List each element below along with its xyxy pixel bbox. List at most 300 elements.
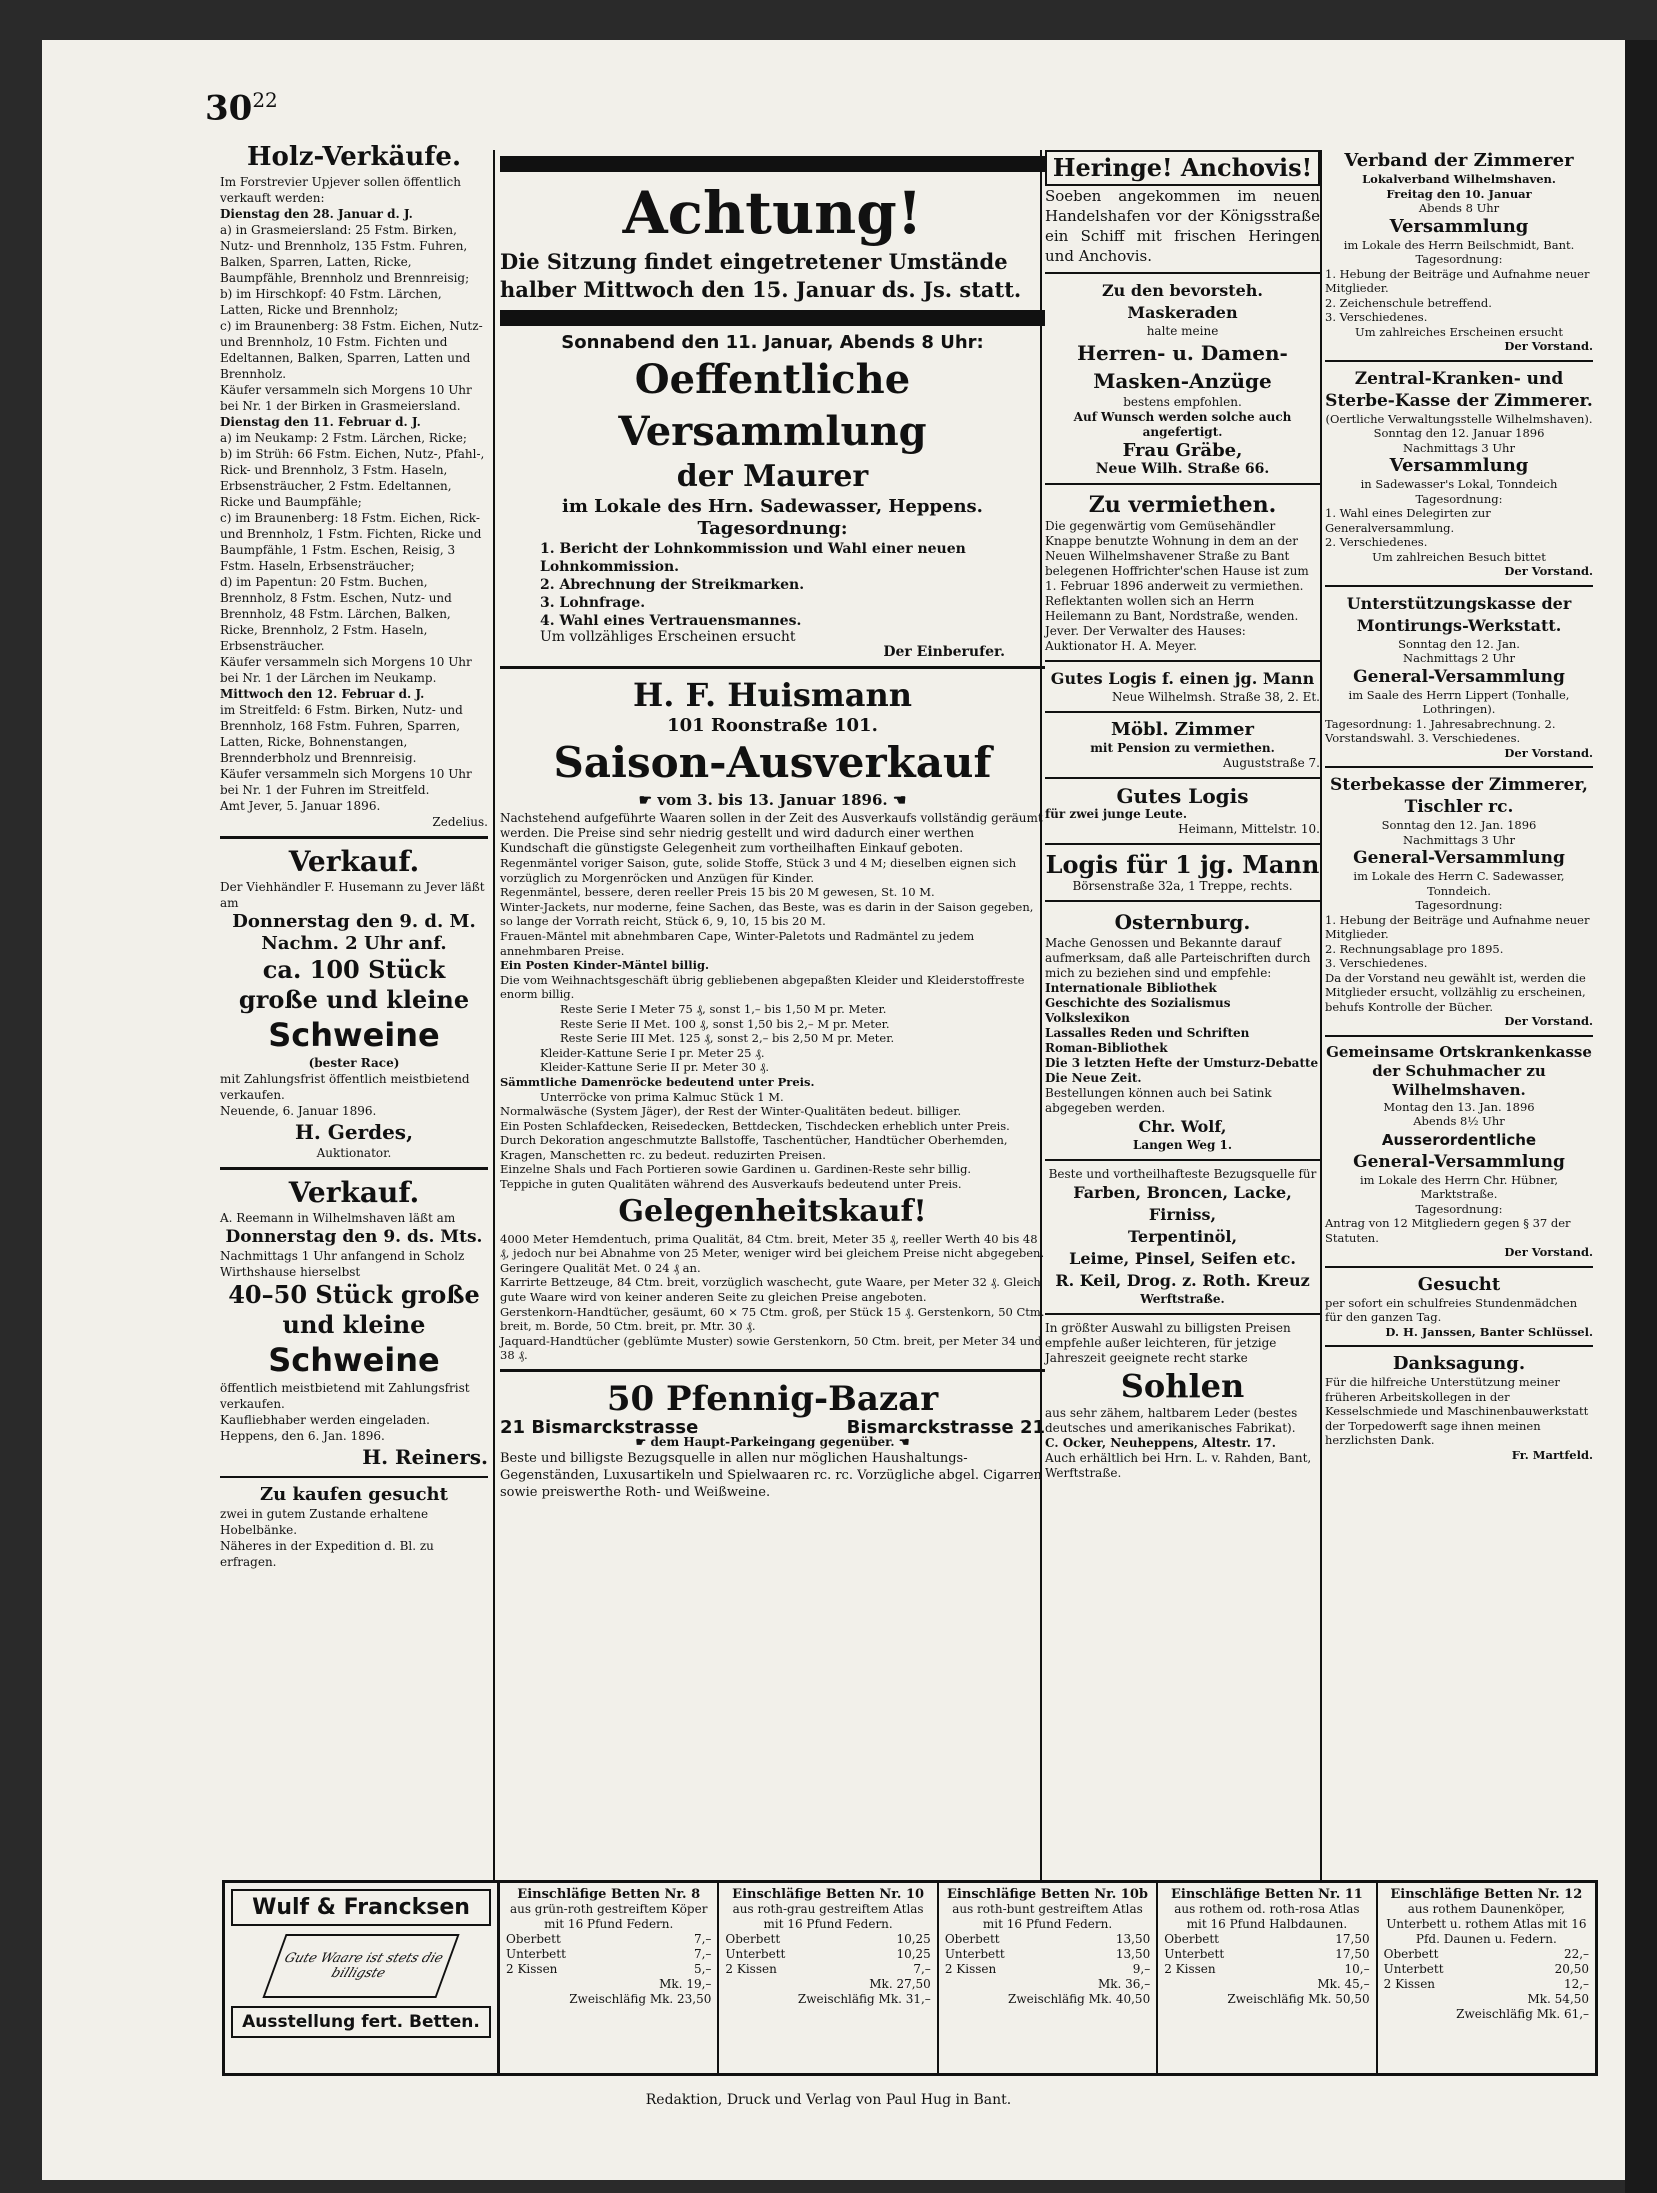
health-fund-request: Um zahlreichen Besuch bittet (1372, 549, 1546, 564)
beds-double: Zweischläfig Mk. 61,– (1456, 2007, 1590, 2021)
sale-1-animal: Schweine (268, 1016, 440, 1054)
sale-line: Kleider-Kattune Serie II pr. Meter 30 ₰. (540, 1060, 770, 1075)
column-4 (1325, 150, 1593, 1462)
page-number (205, 88, 278, 128)
sale-line: Durch Dekoration angeschmutzte Ballstoffe, Taschentücher, Handtücher Oberhemden, Kragen, Manschetten rc. zu bedeut. reduzirten Preisen. (500, 1133, 1008, 1162)
page-number-value: 30 (205, 88, 253, 129)
beds-row-price: 12,– (1563, 1977, 1590, 1991)
sale-line: Sämmtliche Damenröcke bedeutend unter Preis. (500, 1074, 815, 1089)
osternburg-book: Die Neue Zeit. (1045, 1071, 1142, 1085)
wood-sale-meet: Käufer versammeln sich Morgens 10 Uhr bei Nr. 1 der Fuhren im Streitfeld. (220, 767, 472, 797)
carpenters-agenda: 3. Verschiedenes. (1325, 310, 1428, 324)
beds-logo-caption: Ausstellung fert. Betten. (231, 2006, 491, 2038)
beds-row (506, 1962, 711, 1977)
beds-column (1378, 1883, 1595, 2073)
pointing-hand-icon: ☛ (635, 1435, 651, 1449)
support-fund-meeting: General-Versammlung (1353, 666, 1565, 687)
sale-1-count: ca. 100 Stück große und kleine (238, 955, 470, 1014)
divider (1325, 585, 1593, 587)
divider (1045, 660, 1320, 662)
beds-row-price: 10,– (1344, 1962, 1370, 1976)
shop-address: 101 Roonstraße 101. (667, 715, 878, 736)
column-1 (220, 140, 488, 1570)
death-fund-location: im Lokale des Herrn C. Sadewasser, Tonndeich. (1353, 869, 1565, 898)
agenda-item: 3. Lohnfrage. (540, 595, 646, 611)
shoemakers-time: Abends 8½ Uhr (1413, 1114, 1505, 1128)
sale-line: Ein Posten Kinder-Mäntel billig. (500, 958, 709, 973)
soles-text: aus sehr zähem, haltbarem Leder (bestes deutsches und amerikanisches Fabrikat). (1045, 1406, 1298, 1435)
bargain-line: 4000 Meter Hemdentuch, prima Qualität, 84 Ctm. breit, Meter 35 ₰, reeller Werth 40 bis 48 ₰, jedoch nur bei Abnahme von 25 Meter, weniger wird bei gleichem Preise nicht abgegeben. Geringere Qualität Met. 0 24 ₰ an. (500, 1231, 1045, 1275)
beds-row (1164, 1947, 1369, 1962)
beds-row-price: 17,50 (1335, 1947, 1370, 1961)
beds-desc: aus roth-grau gestreiftem Atlas mit 16 Pfund Federn. (732, 1902, 924, 1931)
beds-row (945, 1962, 1150, 1977)
wood-sale-item: c) im Braunenberg: 38 Fstm. Eichen, Nutz- und Brennholz, 10 Fstm. Fichten und Edeltannen, Balken, Sparren, Latten und Brennholz. (220, 319, 483, 381)
beds-row-label: Oberbett (506, 1932, 561, 1946)
divider (1045, 1159, 1320, 1161)
beds-row-label: Oberbett (725, 1932, 781, 1946)
sale-line: Unterröcke von prima Kalmuc Stück 1 M. (540, 1089, 784, 1104)
beds-row-price: 10,25 (896, 1947, 931, 1961)
wood-sale-intro: Im Forstrevier Upjever sollen öffentlich verkauft werden: (220, 175, 461, 205)
beds-title: Einschläfige Betten Nr. 10 (732, 1887, 925, 1902)
support-fund-agenda: Tagesordnung: 1. Jahresabrechnung. 2. Vorstandswahl. 3. Verschiedenes. (1325, 716, 1556, 745)
mask-title: Zu den bevorsteh. Maskeraden (1102, 281, 1263, 322)
osternburg-orders: Bestellungen können auch bei Satink abgegeben werden. (1045, 1086, 1272, 1115)
osternburg-book: Lassalles Reden und Schriften (1045, 1026, 1250, 1040)
beds-advert (222, 1880, 1598, 2076)
support-fund-time: Nachmittags 2 Uhr (1403, 651, 1515, 665)
support-fund-location: im Saale des Herrn Lippert (Tonhalle, Lothringen). (1348, 687, 1570, 716)
carpenters-title: Verband der Zimmerer (1344, 150, 1574, 171)
column-3 (1045, 150, 1320, 1481)
osternburg-book: Geschichte des Sozialismus (1045, 996, 1231, 1010)
wood-sale-item: a) in Grasmeiersland: 25 Fstm. Birken, Nutz- und Brennholz, 135 Fstm. Fuhren, Balken, Sparren, Latten, Ricke, Baumpfähle, Brennholz und Brennreisig; (220, 223, 470, 285)
sale-dates-text: vom 3. bis 13. Januar 1896. (657, 791, 888, 809)
beds-row-label: Unterbett (725, 1947, 786, 1961)
wood-sale-item: a) im Neukamp: 2 Fstm. Lärchen, Ricke; (220, 431, 467, 445)
osternburg-text: Mache Genossen und Bekannte darauf aufmerksam, daß alle Parteischriften durch mich zu beziehen sind und empfehle: (1045, 936, 1311, 980)
divider (1045, 843, 1320, 845)
page-number-mark: 22 (252, 88, 278, 112)
mask-order: Auf Wunsch werden solche auch angefertigt. (1073, 410, 1292, 439)
sale-2-place: Heppens, den 6. Jan. 1896. (220, 1429, 385, 1443)
divider (1325, 1035, 1593, 1037)
beds-row (945, 1947, 1150, 1962)
beds-desc: aus grün-roth gestreiftem Köper mit 16 Pfund Federn. (509, 1902, 708, 1931)
herring-text: Soeben angekommen im neuen Handelshafen vor der Königsstraße ein Schiff mit frischen Heringen und Anchovis. (1045, 187, 1320, 265)
beds-row-label: Oberbett (1383, 1947, 1439, 1961)
lodging-2-title: Gutes Logis (1116, 784, 1249, 808)
beds-row-price: 17,50 (1335, 1932, 1370, 1946)
sale-2-date: Donnerstag den 9. ds. Mts. (225, 1227, 483, 1247)
beds-row (1164, 1962, 1369, 1977)
sale-2-count: 40–50 Stück große und kleine (228, 1280, 480, 1339)
divider (1325, 1345, 1593, 1347)
beds-row-label: 2 Kissen (944, 1962, 997, 1976)
wood-sale-meet: Käufer versammeln sich Morgens 10 Uhr bei Nr. 1 der Lärchen im Neukamp. (220, 655, 472, 685)
osternburg-name: Chr. Wolf, (1138, 1117, 1227, 1136)
carpenters-location: im Lokale des Herrn Beilschmidt, Bant. (1343, 237, 1575, 252)
divider (220, 1167, 488, 1170)
wood-sale-item: c) im Braunenberg: 18 Fstm. Eichen, Rick- und Brennholz, 1 Fstm. Fichten, Ricke und Baumpfähle, 1 Fstm. Eschen, Reisig, 3 Fstm. Haseln, Erbsensträucher; (220, 511, 482, 573)
lodging-1-address: Neue Wilhelmsh. Straße 38, 2. Et. (1111, 690, 1320, 704)
wood-sale-meet: Käufer versammeln sich Morgens 10 Uhr bei Nr. 1 der Birken in Grasmeiersland. (220, 383, 472, 413)
beds-row-label: Unterbett (1383, 1962, 1444, 1976)
column-rule (493, 150, 495, 1880)
scan-right-edge (1625, 40, 1657, 2193)
sale-2-animal: Schweine (268, 1341, 440, 1379)
meeting-sign: Der Einberufer. (883, 644, 1005, 660)
wood-sale-date: Mittwoch den 12. Februar d. J. (220, 687, 425, 701)
carpenters-request: Um zahlreiches Erscheinen ersucht (1355, 324, 1563, 339)
meeting-date: Sonnabend den 11. Januar, Abends 8 Uhr: (561, 332, 984, 353)
bazar-address-right: Bismarckstrasse 21 (846, 1417, 1045, 1438)
lodging-2-text: für zwei junge Leute. (1045, 807, 1188, 821)
sale-line: Winter-Jackets, nur moderne, feine Sachen, das Beste, was es darin in der Saison gegeben, so lange der Vorrath reicht, Stück 6, 9, 10, 15 bis 20 M. (500, 899, 1034, 929)
divider (1325, 766, 1593, 768)
sale-line: Kleider-Kattune Serie I pr. Meter 25 ₰. (540, 1045, 765, 1060)
paint-goods: Terpentinöl, (1127, 1227, 1238, 1246)
beds-row-price: 9,– (1132, 1962, 1151, 1976)
wood-sale-item: d) im Papentun: 20 Fstm. Buchen, Brennholz, 8 Fstm. Eschen, Nutz- und Brennholz, 48 Fstm. Lärchen, Balken, Ricke, Brennholz, 2 Fstm. Haseln, Erbsensträucher. (220, 575, 452, 653)
beds-double: Zweischläfig Mk. 23,50 (569, 1992, 712, 2006)
thanks-text: Für die hilfreiche Unterstützung meiner früheren Arbeitskollegen in der Kesselschmiede und Maschinenbauwerkstatt der Torpedowerft sage ihnen meinen herzlichsten Dank. (1325, 1375, 1589, 1447)
soles-name: C. Ocker, Neuheppens, Altestr. 17. (1045, 1436, 1276, 1450)
bazar-title: 50 Pfennig-Bazar (606, 1379, 939, 1419)
shoemakers-sign: Der Vorstand. (1504, 1245, 1593, 1259)
sale-1-text: Der Viehhändler F. Husemann zu Jever läßt am (220, 880, 485, 910)
imprint: Redaktion, Druck und Verlag von Paul Hug in Bant. (645, 2092, 1012, 2108)
room-address: Auguststraße 7. (1222, 756, 1320, 770)
paint-goods: Leime, Pinsel, Seifen etc. (1069, 1249, 1296, 1268)
sale-line: Regenmäntel voriger Saison, gute, solide Stoffe, Stück 3 und 4 M; dieselben eignen sich vorzüglich zu Morgenröcken und Anzügen für Kinder. (500, 856, 1017, 885)
beds-sum: Mk. 45,– (1317, 1977, 1370, 1991)
sale-line: Die vom Weihnachtsgeschäft übrig gebliebenen abgepaßten Kleider und Kleiderstoffreste enorm billig. (500, 972, 1025, 1002)
room-text: mit Pension zu vermiethen. (1090, 741, 1275, 755)
carpenters-sign: Der Vorstand. (1504, 339, 1593, 353)
beds-row-price: 20,50 (1554, 1962, 1590, 1976)
paint-intro: Beste und vortheilhafteste Bezugsquelle für (1048, 1167, 1317, 1181)
carpenters-agenda: 1. Hebung der Beiträge und Aufnahme neuer Mitglieder. (1325, 266, 1590, 295)
beds-row (1384, 1962, 1589, 1977)
beds-row (725, 1932, 930, 1947)
column-rule (1320, 150, 1322, 1880)
sale-1-date: Donnerstag den 9. d. M. Nachm. 2 Uhr anf. (232, 911, 476, 954)
osternburg-book: Die 3 letzten Hefte der Umsturz-Debatte (1045, 1056, 1319, 1070)
beds-row-price: 7,– (913, 1962, 931, 1976)
sale-2-time: Nachmittags 1 Uhr anfangend in Scholz Wirthshause hierselbst (220, 1249, 465, 1279)
rule-bar (500, 156, 1045, 172)
beds-row (1384, 1977, 1589, 1992)
beds-row-label: 2 Kissen (1164, 1962, 1216, 1976)
beds-double: Zweischläfig Mk. 31,– (797, 1992, 931, 2006)
beds-logo-name: Wulf & Francksen (231, 1889, 491, 1926)
divider (1325, 360, 1593, 362)
beds-row-label: Oberbett (944, 1932, 1000, 1946)
death-fund-agenda: 3. Verschiedenes. (1325, 956, 1428, 970)
health-fund-location: in Sadewasser's Lokal, Tonndeich (1360, 477, 1558, 491)
divider (220, 836, 488, 839)
rent-sign: Jever. Der Verwalter des Hauses: Auktionator H. A. Meyer. (1045, 624, 1246, 653)
sale-2-name: H. Reiners. (362, 1445, 488, 1469)
beds-logo-panel (225, 1883, 500, 2073)
beds-title: Einschläfige Betten Nr. 8 (517, 1887, 701, 1902)
carpenters-meeting: Versammlung (1389, 215, 1529, 237)
health-fund-title: Zentral-Kranken- und Sterbe-Kasse der Zimmerer. (1325, 368, 1593, 411)
beds-row-price: 13,50 (1115, 1947, 1151, 1961)
divider (1045, 483, 1320, 485)
sale-line: Reste Serie III Met. 125 ₰, sonst 2,– bis 2,50 M pr. Meter. (560, 1031, 895, 1046)
sale-line: Frauen-Mäntel mit abnehmbaren Cape, Winter-Paletots und Radmäntel zu jedem annehmbaren Preise. (500, 928, 975, 958)
beds-row-label: Unterbett (1164, 1947, 1225, 1961)
wanted-title: Zu kaufen gesucht (260, 1484, 448, 1505)
sale-2-terms: öffentlich meistbietend mit Zahlungsfrist verkaufen. (220, 1381, 470, 1411)
agenda-item: 1. Bericht der Lohnkommission und Wahl einer neuen Lohnkommission. (540, 541, 966, 575)
lodging-1-title: Gutes Logis f. einen jg. Mann (1050, 669, 1315, 688)
divider (1045, 1313, 1320, 1315)
meeting-of: der Maurer (676, 459, 869, 494)
sale-line: Reste Serie II Met. 100 ₰, sonst 1,50 bis 2,– M pr. Meter. (560, 1016, 890, 1031)
beds-logo-script: Gute Waare ist stets die billigste (262, 1934, 459, 1998)
bargain-line: Karrirte Bettzeuge, 84 Ctm. breit, vorzüglich waschecht, gute Waare, per Meter 32 ₰. Gleich gute Waare wird von keiner anderen Seite zu gleichen Preise angeboten. (500, 1275, 1041, 1305)
beds-row-label: Unterbett (944, 1947, 1005, 1961)
meeting-request: Um vollzähliges Erscheinen ersucht (540, 629, 796, 645)
beds-row-label: Unterbett (506, 1947, 566, 1961)
wood-sale-item: b) im Strüh: 66 Fstm. Eichen, Nutz-, Pfahl-, Rick- und Brennholz, 3 Fstm. Haseln, Erbsensträucher, 2 Fstm. Edeltannen, Ricke und Baumpfähle; (220, 447, 485, 509)
shoemakers-meeting-2: General-Versammlung (1353, 1151, 1565, 1172)
sale-1-title: Verkauf. (288, 845, 420, 878)
beds-row-price: 13,50 (1115, 1932, 1151, 1946)
rent-contact: Reflektanten wollen sich an Herrn Heilemann zu Bant, Nordstraße, wenden. (1045, 594, 1299, 623)
beds-title: Einschläfige Betten Nr. 10b (947, 1887, 1148, 1902)
sale-line: Teppiche in guten Qualitäten während des Ausverkaufs bedeutend unter Preis. (500, 1177, 962, 1192)
agenda-label: Tagesordnung: (1415, 898, 1503, 912)
beds-desc: aus roth-bunt gestreiftem Atlas mit 16 Pfund Federn. (952, 1902, 1143, 1931)
wanted-text: per sofort ein schulfreies Stundenmädchen für den ganzen Tag. (1325, 1295, 1578, 1324)
beds-row (725, 1947, 930, 1962)
divider (500, 1369, 1045, 1372)
beds-row (506, 1932, 711, 1947)
agenda-item: 2. Abrechnung der Streikmarken. (540, 577, 805, 593)
support-fund-sign: Der Vorstand. (1504, 745, 1593, 760)
beds-sum: Mk. 27,50 (869, 1977, 931, 1991)
health-fund-date: Sonntag den 12. Januar 1896 (1373, 426, 1545, 440)
beds-sum: Mk. 54,50 (1527, 1992, 1590, 2006)
beds-sum: Mk. 36,– (1097, 1977, 1151, 1991)
sale-intro: Nachstehend aufgeführte Waaren sollen in der Zeit des Ausverkaufs vollständig geräumt werden. Die Preise sind sehr niedrig gestellt und wird dadurch einer werthen Kundschaft die günstigste Gelegenheit zum vortheilhaften Einkauf geboten. (500, 811, 1043, 855)
beds-double: Zweischläfig Mk. 50,50 (1227, 1992, 1370, 2006)
shop-name: H. F. Huismann (632, 676, 913, 714)
sale-1-name: H. Gerdes, (294, 1120, 414, 1144)
bargain-line: Jaquard-Handtücher (geblümte Muster) sowie Gerstenkorn, 50 Ctm. breit, per Meter 34 und 38 ₰. (500, 1333, 1042, 1363)
divider (500, 666, 1045, 669)
attention-title: Achtung! (622, 179, 923, 247)
beds-row-price: 22,– (1563, 1947, 1590, 1961)
beds-row-label: 2 Kissen (1383, 1977, 1436, 1991)
bargain-lines (500, 1232, 1045, 1363)
osternburg-book: Roman-Bibliothek (1045, 1041, 1168, 1055)
shoemakers-meeting-1: Ausserordentliche (1381, 1130, 1537, 1149)
beds-desc: aus rothem Daunenköper, Unterbett u. rothem Atlas mit 16 Pfd. Daunen u. Federn. (1386, 1902, 1587, 1946)
herring-title: Heringe! Anchovis! (1045, 150, 1320, 186)
sale-1-place: Neuende, 6. Januar 1896. (220, 1104, 377, 1118)
paint-address: Werftstraße. (1140, 1292, 1225, 1306)
agenda-label: Tagesordnung: (1415, 252, 1503, 266)
sale-2-title: Verkauf. (288, 1176, 420, 1209)
beds-row-label: 2 Kissen (506, 1962, 558, 1976)
divider (1045, 777, 1320, 779)
carpenters-time: Abends 8 Uhr (1418, 201, 1500, 215)
beds-row-label: 2 Kissen (725, 1962, 777, 1976)
sale-lines (500, 856, 1045, 1192)
health-fund-time: Nachmittags 3 Uhr (1403, 440, 1515, 455)
sale-line: Einzelne Shals und Fach Portieren sowie Gardinen u. Gardinen-Reste sehr billig. (500, 1162, 972, 1177)
sale-line: Regenmäntel, bessere, deren reeller Preis 15 bis 20 M gewesen, St. 10 M. (500, 885, 935, 900)
beds-row-price: 10,25 (896, 1932, 931, 1946)
room-title: Möbl. Zimmer (1111, 719, 1254, 740)
osternburg-book: Internationale Bibliothek (1045, 981, 1217, 995)
wanted-title: Gesucht (1417, 1273, 1501, 1295)
divider (220, 1476, 488, 1478)
beds-sum: Mk. 19,– (659, 1977, 712, 1991)
shoemakers-agenda: Antrag von 12 Mitgliedern gegen § 37 der Statuten. (1325, 1216, 1571, 1245)
sale-line: Normalwäsche (System Jäger), der Rest der Winter-Qualitäten bedeut. billiger. (500, 1104, 962, 1119)
wood-sale-date: Dienstag den 11. Februar d. J. (220, 415, 421, 429)
shoemakers-title: Gemeinsame Ortskrankenkasse der Schuhmacher zu Wilhelmshaven. (1326, 1042, 1592, 1099)
beds-row (945, 1932, 1150, 1947)
wood-sale-item: b) im Hirschkopf: 40 Fstm. Lärchen, Latten, Ricke und Brennholz; (220, 287, 442, 317)
divider (1045, 711, 1320, 713)
agenda-item: 4. Wahl eines Vertrauensmannes. (540, 613, 802, 629)
bargain-line: Gerstenkorn-Handtücher, gesäumt, 60 × 75 Ctm. groß, per Stück 15 ₰. Gerstenkorn, 50 Ctm. breit, m. Borde, 50 Ctm. breit, pr. Mtr. 30 ₰. (500, 1304, 1045, 1334)
mask-rec: bestens empfohlen. (1123, 395, 1242, 409)
death-fund-agenda: 2. Rechnungsablage pro 1895. (1325, 941, 1504, 956)
death-fund-sign: Der Vorstand. (1504, 1014, 1593, 1028)
thanks-name: Fr. Martfeld. (1511, 1447, 1593, 1462)
beds-row-label: Oberbett (1164, 1932, 1220, 1946)
divider (1325, 1266, 1593, 1268)
wood-sale-item: im Streitfeld: 6 Fstm. Birken, Nutz- und Brennholz, 168 Fstm. Fuhren, Sparren, Latten, Ricke, Bohnenstangen, Brennderbholz und Brennreisig. (220, 703, 463, 765)
beds-double: Zweischläfig Mk. 40,50 (1008, 1992, 1151, 2006)
agenda-label: Tagesordnung: (1415, 1201, 1503, 1216)
health-fund-agenda: 1. Wahl eines Delegirten zur Generalversammlung. (1325, 506, 1491, 535)
wanted-info: Näheres in der Expedition d. Bl. zu erfragen. (220, 1539, 434, 1569)
bazar-text: Beste und billigste Bezugsquelle in allen nur möglichen Haushaltungs-Gegenständen, Luxusartikeln und Spielwaaren rc. rc. Vorzügliche abgel. Cigarren sowie preiswerthe Roth- und Weißweine. (500, 1451, 1042, 1500)
wood-sale-title: Holz-Verkäufe. (246, 142, 462, 172)
paint-name: R. Keil, Drog. z. Roth. Kreuz (1055, 1271, 1310, 1290)
beds-title: Einschläfige Betten Nr. 12 (1390, 1887, 1583, 1902)
carpenters-date: Freitag den 10. Januar (1386, 186, 1532, 201)
health-fund-sub: (Oertliche Verwaltungsstelle Wilhelmshaven). (1325, 411, 1593, 426)
wood-sale-office: Amt Jever, 5. Januar 1896. (220, 799, 381, 813)
beds-row (1384, 1947, 1589, 1962)
beds-column (719, 1883, 938, 2073)
bazar-address-left: 21 Bismarckstrasse (500, 1417, 699, 1438)
soles-also: Auch erhältlich bei Hrn. L. v. Rahden, Bant, Werftstraße. (1045, 1451, 1312, 1480)
wood-sale-official: Zedelius. (432, 815, 488, 829)
sale-title: Saison-Ausverkauf (553, 738, 992, 787)
attention-text: Die Sitzung findet eingetretener Umstände halber Mittwoch den 15. Januar ds. Js. statt. (500, 249, 1022, 302)
rent-title: Zu vermiethen. (1088, 492, 1277, 518)
beds-row (725, 1962, 930, 1977)
sale-2-invite: Kaufliebhaber werden eingeladen. (220, 1413, 430, 1427)
mask-address: Neue Wilh. Straße 66. (1095, 461, 1270, 477)
health-fund-agenda: 2. Verschiedenes. (1325, 535, 1428, 549)
paint-goods: Farben, Broncen, Lacke, Firniss, (1073, 1183, 1292, 1224)
soles-intro: In größter Auswahl zu billigsten Preisen empfehle außer leichteren, für jetzige Jahreszeit geeignete recht starke (1045, 1321, 1291, 1365)
wanted-text: zwei in gutem Zustande erhaltene Hobelbänke. (220, 1507, 429, 1537)
beds-row (506, 1947, 711, 1962)
shoemakers-date: Montag den 13. Jan. 1896 (1383, 1099, 1535, 1114)
beds-column (500, 1883, 719, 2073)
support-fund-date: Sonntag den 12. Jan. (1398, 636, 1520, 651)
lodging-2-address: Heimann, Mittelstr. 10. (1178, 822, 1320, 836)
carpenters-agenda: 2. Zeichenschule betreffend. (1325, 295, 1492, 310)
meeting-title: Oeffentliche Versammlung (618, 356, 927, 455)
mask-name: Frau Gräbe, (1122, 440, 1243, 461)
death-fund-title: Sterbekasse der Zimmerer, Tischler rc. (1330, 775, 1588, 817)
pointing-hand-icon: ☚ (887, 791, 907, 809)
beds-row-price: 5,– (693, 1962, 712, 1976)
soles-title: Sohlen (1120, 1367, 1245, 1405)
lodging-3-address: Börsenstraße 32a, 1 Treppe, rechts. (1072, 879, 1293, 893)
bargain-title: Gelegenheitskauf! (618, 1193, 927, 1229)
divider (1045, 272, 1320, 274)
beds-row-price: 7,– (693, 1947, 712, 1961)
mask-main: Herren- u. Damen- Masken-Anzüge (1077, 341, 1288, 393)
beds-row-price: 7,– (693, 1932, 712, 1946)
beds-column (1158, 1883, 1377, 2073)
rule-bar (500, 310, 1045, 326)
divider (1045, 900, 1320, 902)
support-fund-title: Unterstützungskasse der Montirungs-Werkstatt. (1346, 593, 1572, 635)
lodging-3-title: Logis für 1 jg. Mann (1045, 850, 1320, 879)
sale-1-role: Auktionator. (316, 1146, 392, 1160)
osternburg-title: Osternburg. (1114, 910, 1251, 934)
column-2 (500, 150, 1045, 1501)
agenda-label: Tagesordnung: (1415, 491, 1503, 506)
death-fund-agenda: 1. Hebung der Beiträge und Aufnahme neuer Mitglieder. (1325, 912, 1590, 941)
sale-line: Reste Serie I Meter 75 ₰, sonst 1,– bis 1,50 M pr. Meter. (560, 1001, 887, 1016)
sale-1-race: (bester Race) (308, 1056, 400, 1070)
wanted-name: D. H. Janssen, Banter Schlüssel. (1385, 1324, 1593, 1339)
death-fund-meeting: General-Versammlung (1353, 848, 1565, 868)
bazar-address (500, 1417, 1045, 1438)
sale-dates (500, 789, 1045, 811)
sale-2-text: A. Reemann in Wilhelmshaven läßt am (220, 1211, 456, 1225)
meeting-location: im Lokale des Hrn. Sadewasser, Heppens. (562, 496, 983, 517)
agenda-title: Tagesordnung: (697, 518, 848, 539)
beds-desc: aus rothem od. roth-rosa Atlas mit 16 Pfund Halbdaunen. (1174, 1902, 1360, 1931)
health-fund-meeting: Versammlung (1389, 455, 1529, 476)
beds-title: Einschläfige Betten Nr. 11 (1170, 1887, 1363, 1902)
osternburg-address: Langen Weg 1. (1132, 1138, 1233, 1152)
carpenters-sub: Lokalverband Wilhelmshaven. (1362, 172, 1556, 186)
death-fund-date: Sonntag den 12. Jan. 1896 (1381, 818, 1537, 832)
osternburg-book: Volkslexikon (1045, 1011, 1130, 1025)
pointing-hand-icon: ☚ (894, 1435, 910, 1449)
health-fund-sign: Der Vorstand. (1504, 564, 1593, 578)
bazar-opposite-text: dem Haupt-Parkeingang gegenüber. (650, 1435, 895, 1449)
beds-column (939, 1883, 1158, 2073)
mask-hold: halte meine (1146, 324, 1219, 338)
beds-row (1164, 1932, 1369, 1947)
pointing-hand-icon: ☛ (638, 791, 658, 809)
rent-text: Die gegenwärtig vom Gemüsehändler Knappe benutzte Wohnung in dem an der Neuen Wilhelmshavener Straße zu Bant belegenen Hoffrichter'schen Hause ist zum 1. Februar 1896 anderweit zu vermiethen. (1045, 519, 1309, 593)
death-fund-time: Nachmittags 3 Uhr (1403, 832, 1515, 847)
death-fund-note: Da der Vorstand neu gewählt ist, werden die Mitglieder ersucht, vollzählig zu erscheinen, behufs Kontrolle der Bücher. (1325, 970, 1586, 1014)
